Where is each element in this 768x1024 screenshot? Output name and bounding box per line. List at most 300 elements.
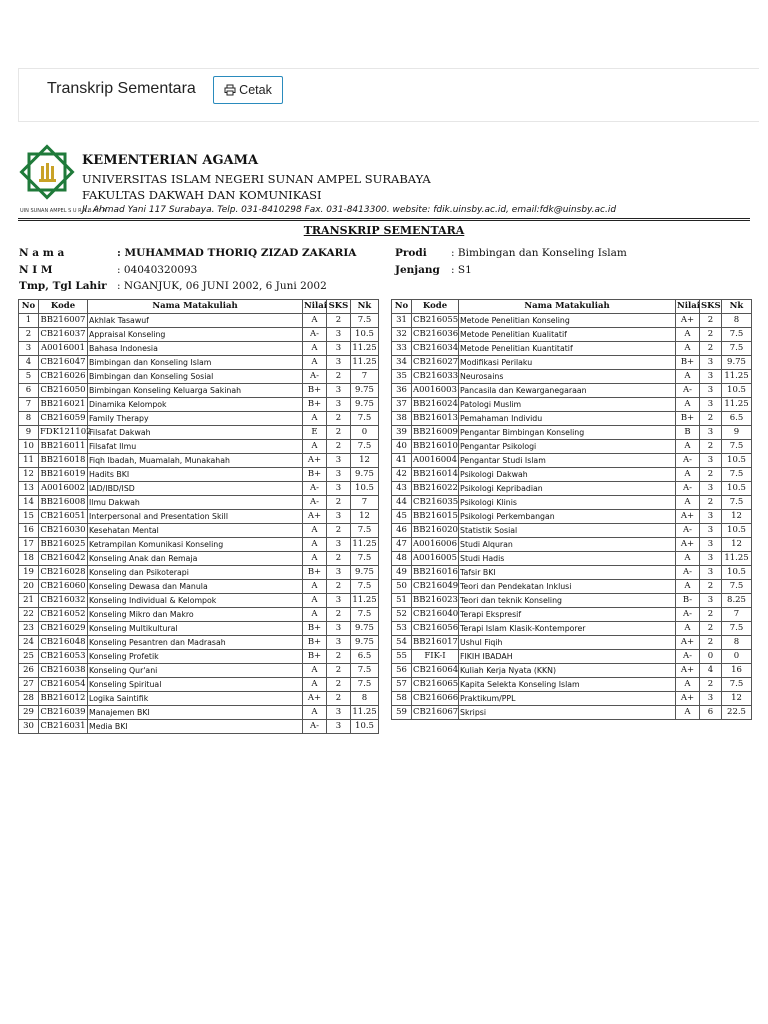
- table-row: [392, 496, 752, 510]
- cell-no: 30: [19, 720, 39, 734]
- cell-nk: 10.5: [351, 328, 379, 342]
- cell-nama: Pancasila dan Kewarganegaraan: [459, 384, 676, 398]
- cell-kode: A0016002: [39, 482, 88, 496]
- cell-no: 47: [392, 538, 412, 552]
- cell-kode: CB216055: [412, 314, 459, 328]
- cell-no: 20: [19, 580, 39, 594]
- cell-sks: 3: [327, 566, 351, 580]
- cell-nk: 7.5: [351, 412, 379, 426]
- student-name: : MUHAMMAD THORIQ ZIZAD ZAKARIA: [117, 247, 357, 259]
- table-row: [19, 398, 379, 412]
- cell-no: 53: [392, 622, 412, 636]
- student-nim: : 04040320093: [117, 264, 198, 276]
- cell-sks: 2: [327, 412, 351, 426]
- cell-sks: 3: [700, 356, 722, 370]
- cell-sks: 3: [327, 720, 351, 734]
- cell-kode: CB216039: [39, 706, 88, 720]
- table-row: [19, 412, 379, 426]
- cell-nk: 9.75: [722, 356, 752, 370]
- table-row: [19, 342, 379, 356]
- table-row: [392, 370, 752, 384]
- cell-kode: BB216018: [39, 454, 88, 468]
- logo-text: UIN SUNAN AMPEL S U R A B A Y A: [20, 208, 107, 214]
- table-row: [392, 650, 752, 664]
- table-row: [19, 496, 379, 510]
- cell-nilai: A-: [303, 328, 327, 342]
- cell-nama: Teori dan teknik Konseling: [459, 594, 676, 608]
- table-row: [19, 706, 379, 720]
- cell-no: 18: [19, 552, 39, 566]
- cell-nilai: B+: [303, 622, 327, 636]
- cell-nilai: A: [303, 412, 327, 426]
- table-row: [19, 328, 379, 342]
- info-name-row: [19, 247, 356, 259]
- cell-nama: Interpersonal and Presentation Skill: [88, 510, 303, 524]
- cell-nama: Filsafat Dakwah: [88, 426, 303, 440]
- cell-kode: CB216028: [39, 566, 88, 580]
- table-row: [392, 384, 752, 398]
- cell-nk: 11.25: [722, 552, 752, 566]
- cell-kode: FIK-I: [412, 650, 459, 664]
- cell-no: 21: [19, 594, 39, 608]
- table-row: [392, 328, 752, 342]
- cell-sks: 2: [327, 440, 351, 454]
- info-nim-row: [19, 264, 197, 276]
- cell-nilai: A+: [303, 510, 327, 524]
- cell-nama: Kesehatan Mental: [88, 524, 303, 538]
- letterhead: [18, 150, 758, 218]
- cell-sks: 3: [327, 454, 351, 468]
- table-row: [392, 678, 752, 692]
- cell-nama: Konseling Qur'ani: [88, 664, 303, 678]
- cell-nk: 10.5: [722, 566, 752, 580]
- table-row: [392, 608, 752, 622]
- cell-sks: 3: [327, 468, 351, 482]
- cell-nk: 8.25: [722, 594, 752, 608]
- cell-nama: Konseling Individual & Kelompok: [88, 594, 303, 608]
- page-toolbar: [18, 68, 759, 122]
- cell-no: 56: [392, 664, 412, 678]
- cell-nilai: E: [303, 426, 327, 440]
- cell-nama: Psikologi Klinis: [459, 496, 676, 510]
- cell-kode: BB216023: [412, 594, 459, 608]
- cell-no: 12: [19, 468, 39, 482]
- cell-sks: 2: [700, 328, 722, 342]
- table-row: [19, 314, 379, 328]
- cell-no: 59: [392, 706, 412, 720]
- cell-nk: 8: [722, 314, 752, 328]
- cell-nk: 7: [351, 370, 379, 384]
- cell-nama: Metode Penelitian Konseling: [459, 314, 676, 328]
- cell-nk: 6.5: [351, 650, 379, 664]
- cell-nk: 9.75: [351, 468, 379, 482]
- cell-kode: CB216027: [412, 356, 459, 370]
- cell-nk: 11.25: [351, 356, 379, 370]
- student-birth: : NGANJUK, 06 JUNI 2002, 6 Juni 2002: [117, 280, 327, 292]
- cell-no: 44: [392, 496, 412, 510]
- cell-nk: 22.5: [722, 706, 752, 720]
- cell-sks: 3: [327, 622, 351, 636]
- table-row: [19, 650, 379, 664]
- table-row: [19, 384, 379, 398]
- cell-kode: CB216038: [39, 664, 88, 678]
- cell-nilai: A: [303, 580, 327, 594]
- col-header-nama: Nama Matakuliah: [88, 300, 303, 314]
- cell-sks: 3: [700, 482, 722, 496]
- cell-no: 2: [19, 328, 39, 342]
- cell-no: 39: [392, 426, 412, 440]
- cell-no: 35: [392, 370, 412, 384]
- table-row: [392, 552, 752, 566]
- cell-nama: Tafsir BKI: [459, 566, 676, 580]
- cell-kode: BB216025: [39, 538, 88, 552]
- table-row: [392, 524, 752, 538]
- col-header-nk: Nk: [722, 300, 752, 314]
- cell-nama: Psikologi Perkembangan: [459, 510, 676, 524]
- cell-kode: BB216015: [412, 510, 459, 524]
- table-row: [19, 622, 379, 636]
- cell-kode: CB216034: [412, 342, 459, 356]
- cell-sks: 2: [700, 580, 722, 594]
- cell-nama: Pengantar Bimbingan Konseling: [459, 426, 676, 440]
- cell-nama: Appraisal Konseling: [88, 328, 303, 342]
- cell-nk: 11.25: [351, 342, 379, 356]
- cell-sks: 2: [700, 412, 722, 426]
- cell-nilai: A: [676, 342, 700, 356]
- table-row: [392, 314, 752, 328]
- cell-kode: A0016005: [412, 552, 459, 566]
- cell-kode: CB216066: [412, 692, 459, 706]
- cell-nk: 7.5: [722, 580, 752, 594]
- col-header-no: No: [392, 300, 412, 314]
- document-title: TRANSKRIP SEMENTARA: [303, 224, 465, 237]
- cell-nama: Konseling Spiritual: [88, 678, 303, 692]
- cell-nama: Studi Alquran: [459, 538, 676, 552]
- cell-nama: Patologi Muslim: [459, 398, 676, 412]
- cell-kode: BB216007: [39, 314, 88, 328]
- cell-sks: 3: [327, 594, 351, 608]
- cell-nilai: A: [303, 440, 327, 454]
- table-row: [392, 454, 752, 468]
- cell-nk: 7.5: [722, 622, 752, 636]
- cell-kode: A0016004: [412, 454, 459, 468]
- cell-nilai: A: [676, 678, 700, 692]
- nim-label: N I M: [19, 264, 53, 276]
- cell-no: 6: [19, 384, 39, 398]
- print-button-label: Cetak: [239, 83, 272, 97]
- cell-nk: 7.5: [351, 314, 379, 328]
- cell-no: 34: [392, 356, 412, 370]
- cell-nama: Kuliah Kerja Nyata (KKN): [459, 664, 676, 678]
- cell-nama: Fiqh Ibadah, Muamalah, Munakahah: [88, 454, 303, 468]
- cell-nama: Praktikum/PPL: [459, 692, 676, 706]
- cell-nilai: A: [303, 594, 327, 608]
- prodi-label: Prodi: [395, 247, 427, 259]
- cell-nk: 12: [722, 510, 752, 524]
- cell-nk: 7.5: [722, 342, 752, 356]
- cell-kode: CB216049: [412, 580, 459, 594]
- cell-nama: Konseling Pesantren dan Madrasah: [88, 636, 303, 650]
- cell-nama: Dinamika Kelompok: [88, 398, 303, 412]
- cell-kode: CB216056: [412, 622, 459, 636]
- cell-nama: Bimbingan dan Konseling Sosial: [88, 370, 303, 384]
- cell-no: 45: [392, 510, 412, 524]
- cell-sks: 2: [327, 678, 351, 692]
- cell-nk: 7.5: [351, 664, 379, 678]
- cell-nk: 11.25: [351, 594, 379, 608]
- cell-sks: 2: [327, 370, 351, 384]
- cell-nama: Hadits BKI: [88, 468, 303, 482]
- cell-kode: CB216064: [412, 664, 459, 678]
- table-row: [19, 524, 379, 538]
- cell-nilai: A: [303, 678, 327, 692]
- jenjang-label: Jenjang: [395, 264, 440, 276]
- grades-table-right: [391, 299, 752, 720]
- table-row: [392, 426, 752, 440]
- cell-nilai: A+: [676, 636, 700, 650]
- cell-no: 27: [19, 678, 39, 692]
- cell-sks: 2: [327, 552, 351, 566]
- cell-sks: 2: [700, 440, 722, 454]
- cell-nk: 10.5: [722, 524, 752, 538]
- cell-kode: BB216012: [39, 692, 88, 706]
- table-row: [19, 692, 379, 706]
- cell-kode: CB216026: [39, 370, 88, 384]
- cell-nk: 11.25: [722, 370, 752, 384]
- name-label: N a m a: [19, 247, 65, 259]
- cell-kode: CB216065: [412, 678, 459, 692]
- table-row: [392, 538, 752, 552]
- col-header-no: No: [19, 300, 39, 314]
- table-header-row: [19, 300, 379, 314]
- cell-nilai: A-: [676, 482, 700, 496]
- cell-sks: 3: [700, 454, 722, 468]
- cell-no: 31: [392, 314, 412, 328]
- cell-nilai: B+: [303, 650, 327, 664]
- cell-kode: CB216052: [39, 608, 88, 622]
- cell-nama: Manajemen BKI: [88, 706, 303, 720]
- cell-no: 22: [19, 608, 39, 622]
- cell-sks: 3: [700, 510, 722, 524]
- cell-nama: Psikologi Kepribadian: [459, 482, 676, 496]
- cell-nk: 7.5: [722, 468, 752, 482]
- cell-no: 36: [392, 384, 412, 398]
- cell-no: 38: [392, 412, 412, 426]
- cell-nama: Ushul Fiqih: [459, 636, 676, 650]
- cell-sks: 3: [327, 482, 351, 496]
- cell-nilai: A-: [676, 524, 700, 538]
- cell-nk: 10.5: [722, 454, 752, 468]
- cell-kode: CB216040: [412, 608, 459, 622]
- cell-nama: Metode Penelitian Kuantitatif: [459, 342, 676, 356]
- cell-nama: Teori dan Pendekatan Inklusi: [459, 580, 676, 594]
- cell-nk: 6.5: [722, 412, 752, 426]
- table-row: [19, 720, 379, 734]
- university-logo-icon: [18, 150, 107, 218]
- cell-kode: CB216059: [39, 412, 88, 426]
- cell-kode: CB216033: [412, 370, 459, 384]
- cell-sks: 3: [700, 552, 722, 566]
- col-header-kode: Kode: [412, 300, 459, 314]
- table-row: [392, 664, 752, 678]
- col-header-sks: SKS: [327, 300, 351, 314]
- cell-no: 5: [19, 370, 39, 384]
- cell-nilai: A-: [303, 720, 327, 734]
- cell-no: 10: [19, 440, 39, 454]
- cell-nilai: A-: [303, 370, 327, 384]
- cell-no: 7: [19, 398, 39, 412]
- cell-kode: FDK121102: [39, 426, 88, 440]
- cell-nama: Psikologi Dakwah: [459, 468, 676, 482]
- print-button[interactable]: [213, 76, 283, 104]
- table-row: [19, 594, 379, 608]
- cell-sks: 3: [700, 384, 722, 398]
- cell-sks: 4: [700, 664, 722, 678]
- table-row: [19, 566, 379, 580]
- cell-sks: 2: [700, 622, 722, 636]
- cell-nk: 9.75: [351, 398, 379, 412]
- cell-kode: CB216030: [39, 524, 88, 538]
- cell-sks: 6: [700, 706, 722, 720]
- col-header-sks: SKS: [700, 300, 722, 314]
- cell-nilai: A+: [676, 538, 700, 552]
- cell-nilai: A-: [303, 496, 327, 510]
- cell-no: 50: [392, 580, 412, 594]
- cell-nilai: A: [676, 622, 700, 636]
- cell-nama: Akhlak Tasawuf: [88, 314, 303, 328]
- table-row: [392, 706, 752, 720]
- cell-nama: Bimbingan dan Konseling Islam: [88, 356, 303, 370]
- cell-no: 13: [19, 482, 39, 496]
- table-row: [19, 664, 379, 678]
- cell-no: 19: [19, 566, 39, 580]
- cell-nilai: A: [303, 524, 327, 538]
- birth-label: Tmp, Tgl Lahir: [19, 280, 107, 292]
- cell-nama: Family Therapy: [88, 412, 303, 426]
- cell-nk: 7.5: [351, 678, 379, 692]
- cell-sks: 3: [700, 524, 722, 538]
- cell-nk: 7.5: [722, 328, 752, 342]
- cell-nilai: A: [676, 580, 700, 594]
- cell-nama: Media BKI: [88, 720, 303, 734]
- cell-sks: 3: [327, 356, 351, 370]
- cell-no: 58: [392, 692, 412, 706]
- table-row: [392, 468, 752, 482]
- cell-no: 41: [392, 454, 412, 468]
- cell-nk: 10.5: [722, 482, 752, 496]
- cell-kode: BB216011: [39, 440, 88, 454]
- cell-nk: 9: [722, 426, 752, 440]
- cell-no: 23: [19, 622, 39, 636]
- cell-kode: CB216035: [412, 496, 459, 510]
- cell-nama: Konseling Multikultural: [88, 622, 303, 636]
- cell-no: 17: [19, 538, 39, 552]
- cell-kode: BB216014: [412, 468, 459, 482]
- cell-kode: CB216037: [39, 328, 88, 342]
- table-header-row: [392, 300, 752, 314]
- faculty-name: FAKULTAS DAKWAH DAN KOMUNIKASI: [82, 188, 322, 202]
- cell-sks: 2: [327, 524, 351, 538]
- table-row: [392, 440, 752, 454]
- cell-nk: 9.75: [351, 636, 379, 650]
- table-row: [19, 636, 379, 650]
- cell-kode: BB216008: [39, 496, 88, 510]
- cell-no: 14: [19, 496, 39, 510]
- info-jenjang-row: [395, 264, 472, 276]
- cell-no: 32: [392, 328, 412, 342]
- cell-nama: Pemahaman Individu: [459, 412, 676, 426]
- table-row: [392, 594, 752, 608]
- cell-nk: 7: [351, 496, 379, 510]
- cell-sks: 3: [327, 538, 351, 552]
- cell-nilai: A: [303, 552, 327, 566]
- cell-nk: 9.75: [351, 384, 379, 398]
- cell-no: 1: [19, 314, 39, 328]
- cell-nama: Bahasa Indonesia: [88, 342, 303, 356]
- cell-nama: Bimbingan Konseling Keluarga Sakinah: [88, 384, 303, 398]
- cell-nilai: A: [303, 356, 327, 370]
- cell-kode: CB216047: [39, 356, 88, 370]
- cell-nilai: A-: [303, 482, 327, 496]
- cell-kode: CB216067: [412, 706, 459, 720]
- cell-sks: 3: [700, 594, 722, 608]
- cell-nk: 0: [722, 650, 752, 664]
- cell-kode: BB216022: [412, 482, 459, 496]
- col-header-kode: Kode: [39, 300, 88, 314]
- cell-nama: Logika Saintifik: [88, 692, 303, 706]
- table-row: [19, 440, 379, 454]
- table-row: [19, 356, 379, 370]
- cell-nama: Studi Hadis: [459, 552, 676, 566]
- table-row: [392, 356, 752, 370]
- cell-nilai: A: [303, 664, 327, 678]
- cell-nilai: B+: [303, 384, 327, 398]
- cell-nama: Konseling Mikro dan Makro: [88, 608, 303, 622]
- student-jenjang: : S1: [451, 264, 472, 276]
- cell-nama: Konseling Profetik: [88, 650, 303, 664]
- table-row: [392, 580, 752, 594]
- cell-sks: 2: [327, 664, 351, 678]
- cell-nk: 8: [351, 692, 379, 706]
- cell-no: 37: [392, 398, 412, 412]
- cell-no: 51: [392, 594, 412, 608]
- cell-sks: 2: [700, 468, 722, 482]
- university-name: UNIVERSITAS ISLAM NEGERI SUNAN AMPEL SURABAYA: [82, 172, 431, 186]
- col-header-nilai: Nilai: [676, 300, 700, 314]
- cell-nk: 9.75: [351, 566, 379, 580]
- cell-nk: 7: [722, 608, 752, 622]
- cell-kode: A0016003: [412, 384, 459, 398]
- cell-nilai: A+: [676, 510, 700, 524]
- cell-nilai: A: [676, 706, 700, 720]
- table-row: [19, 426, 379, 440]
- grades-table-left: [18, 299, 379, 734]
- cell-sks: 0: [700, 650, 722, 664]
- cell-no: 3: [19, 342, 39, 356]
- cell-nama: FIKIH IBADAH: [459, 650, 676, 664]
- cell-nilai: B+: [303, 636, 327, 650]
- info-prodi-row: [395, 247, 627, 259]
- cell-kode: CB216042: [39, 552, 88, 566]
- cell-nk: 7.5: [722, 440, 752, 454]
- cell-nama: Kapita Selekta Konseling Islam: [459, 678, 676, 692]
- cell-nk: 12: [351, 454, 379, 468]
- cell-nilai: A: [676, 440, 700, 454]
- cell-sks: 3: [327, 706, 351, 720]
- cell-nk: 11.25: [351, 706, 379, 720]
- table-row: [19, 510, 379, 524]
- header-divider: [18, 218, 750, 219]
